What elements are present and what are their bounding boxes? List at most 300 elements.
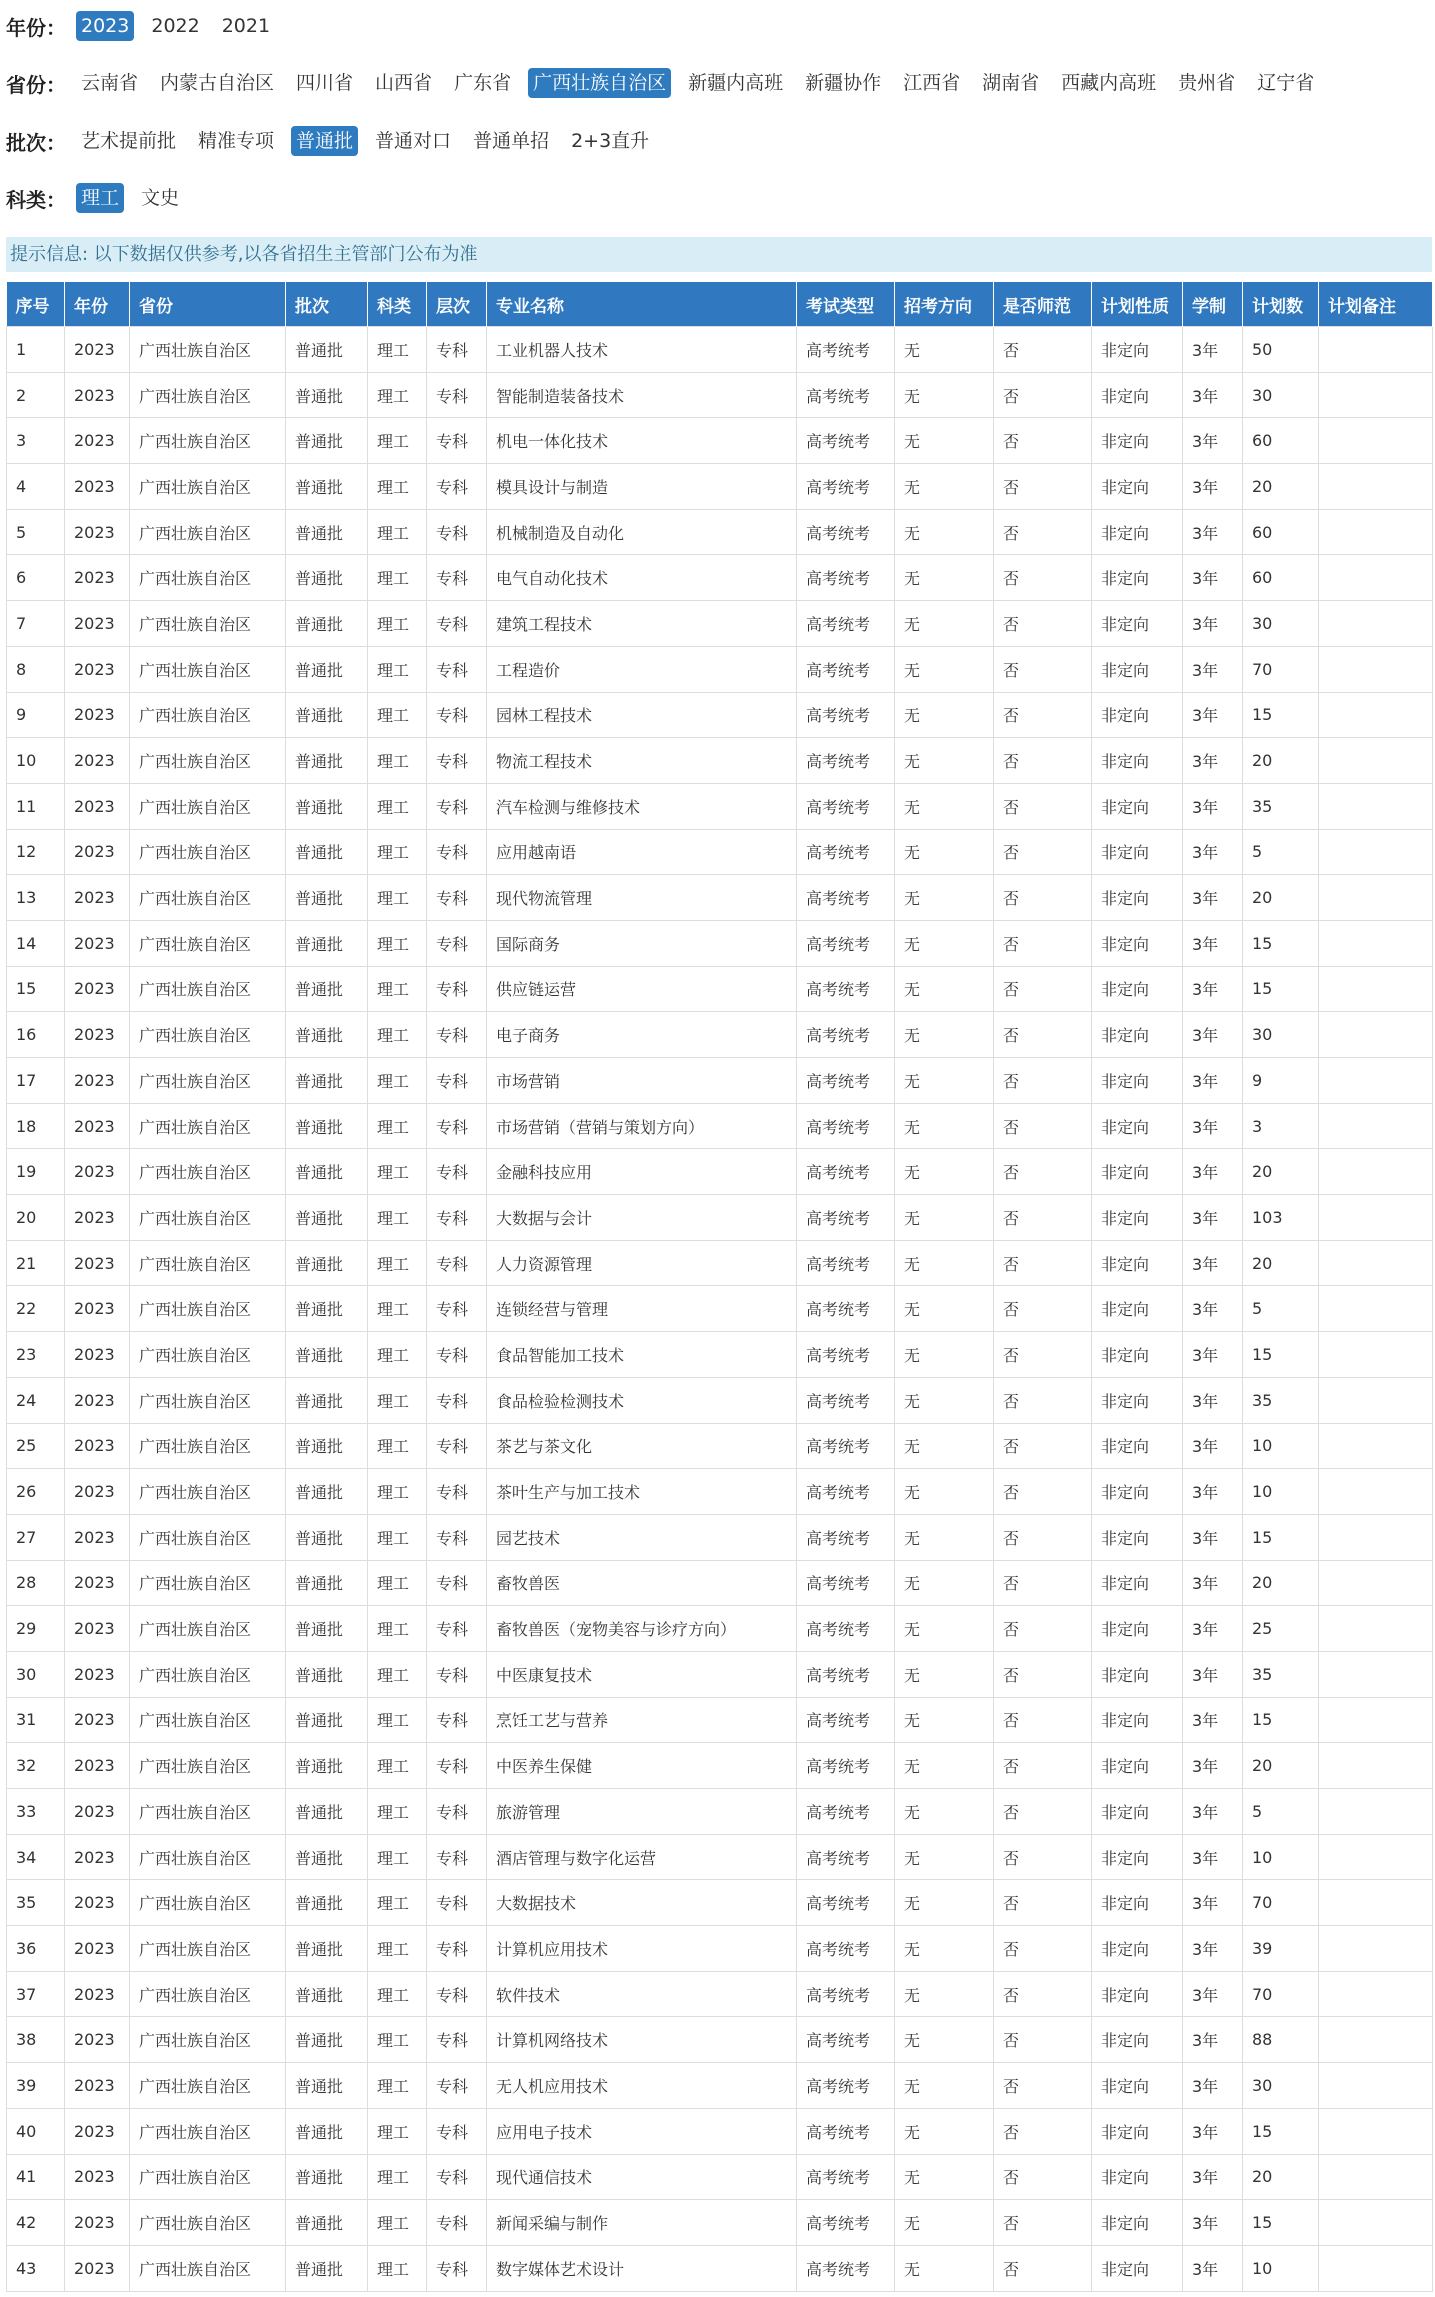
table-cell: 理工 <box>368 1697 427 1743</box>
filter-batch-option[interactable]: 普通单招 <box>473 130 550 152</box>
table-cell: 7 <box>7 601 65 647</box>
table-cell: 39 <box>1243 1926 1319 1972</box>
table-cell: 无 <box>895 738 994 784</box>
table-cell: 机电一体化技术 <box>487 418 797 464</box>
table-cell: 2023 <box>65 920 130 966</box>
table-row <box>7 2154 1433 2200</box>
filter-province-option[interactable]: 云南省 <box>81 72 139 94</box>
filter-province-option[interactable]: 湖南省 <box>982 72 1040 94</box>
table-cell: 2023 <box>65 1834 130 1880</box>
filter-batch-option[interactable]: 普通对口 <box>375 130 452 152</box>
table-cell: 2023 <box>65 2063 130 2109</box>
filter-batch-row <box>6 124 666 158</box>
table-row <box>7 1195 1433 1241</box>
table-cell: 无 <box>895 920 994 966</box>
table-cell: 高考统考 <box>797 2154 895 2200</box>
table-cell: 14 <box>7 920 65 966</box>
table-cell: 13 <box>7 875 65 921</box>
table-cell: 园林工程技术 <box>487 692 797 738</box>
filter-category-row <box>6 181 196 215</box>
filter-province-option[interactable]: 四川省 <box>296 72 354 94</box>
table-cell: 非定向 <box>1092 738 1183 784</box>
table-cell: 3年 <box>1183 783 1243 829</box>
table-cell: 高考统考 <box>797 2245 895 2291</box>
filter-year-option[interactable]: 2023 <box>76 11 134 41</box>
table-cell: 高考统考 <box>797 1240 895 1286</box>
table-cell: 否 <box>994 2017 1092 2063</box>
table-cell: 理工 <box>368 829 427 875</box>
table-cell: 普通批 <box>286 555 368 601</box>
table-cell: 理工 <box>368 1469 427 1515</box>
filter-province-option[interactable]: 西藏内高班 <box>1061 72 1157 94</box>
table-cell: 专科 <box>427 1606 487 1652</box>
table-cell: 专科 <box>427 327 487 373</box>
table-cell <box>1319 1058 1433 1104</box>
table-row <box>7 1743 1433 1789</box>
table-cell <box>1319 692 1433 738</box>
table-cell: 理工 <box>368 1971 427 2017</box>
table-cell: 非定向 <box>1092 875 1183 921</box>
table-cell: 工业机器人技术 <box>487 327 797 373</box>
table-cell: 5 <box>1243 829 1319 875</box>
table-cell: 广西壮族自治区 <box>130 829 286 875</box>
table-cell: 高考统考 <box>797 1651 895 1697</box>
table-cell: 70 <box>1243 1971 1319 2017</box>
table-cell: 无 <box>895 509 994 555</box>
table-cell: 非定向 <box>1092 646 1183 692</box>
column-header: 年份 <box>65 282 130 327</box>
table-cell: 无 <box>895 1103 994 1149</box>
table-cell: 汽车检测与维修技术 <box>487 783 797 829</box>
table-cell: 理工 <box>368 646 427 692</box>
table-cell: 理工 <box>368 738 427 784</box>
table-cell: 理工 <box>368 1332 427 1378</box>
table-cell: 2023 <box>65 966 130 1012</box>
table-cell: 理工 <box>368 2245 427 2291</box>
table-cell: 广西壮族自治区 <box>130 2017 286 2063</box>
table-cell: 理工 <box>368 1743 427 1789</box>
table-cell: 理工 <box>368 783 427 829</box>
table-cell: 否 <box>994 1651 1092 1697</box>
table-cell: 2023 <box>65 1103 130 1149</box>
table-cell <box>1319 1834 1433 1880</box>
table-cell: 专科 <box>427 372 487 418</box>
table-cell: 20 <box>1243 1560 1319 1606</box>
table-cell: 非定向 <box>1092 1514 1183 1560</box>
table-cell: 2023 <box>65 783 130 829</box>
table-cell: 2023 <box>65 1423 130 1469</box>
table-cell: 理工 <box>368 1926 427 1972</box>
table-cell: 理工 <box>368 1560 427 1606</box>
filter-category-option[interactable]: 理工 <box>76 183 124 213</box>
table-cell: 否 <box>994 1058 1092 1104</box>
table-cell: 3年 <box>1183 1149 1243 1195</box>
table-cell: 无 <box>895 1880 994 1926</box>
table-cell: 否 <box>994 2154 1092 2200</box>
table-row <box>7 692 1433 738</box>
table-cell: 否 <box>994 418 1092 464</box>
table-cell: 广西壮族自治区 <box>130 1834 286 1880</box>
table-row <box>7 738 1433 784</box>
table-cell: 否 <box>994 601 1092 647</box>
filter-year-label: 年份： <box>6 15 66 40</box>
table-cell: 畜牧兽医 <box>487 1560 797 1606</box>
table-cell: 广西壮族自治区 <box>130 692 286 738</box>
table-cell: 广西壮族自治区 <box>130 1058 286 1104</box>
table-cell: 2023 <box>65 1560 130 1606</box>
table-cell: 非定向 <box>1092 509 1183 555</box>
table-cell: 15 <box>1243 692 1319 738</box>
table-cell: 非定向 <box>1092 1423 1183 1469</box>
table-cell: 否 <box>994 1880 1092 1926</box>
table-cell: 无 <box>895 2245 994 2291</box>
table-cell: 2023 <box>65 646 130 692</box>
table-row <box>7 1103 1433 1149</box>
table-cell: 理工 <box>368 1789 427 1835</box>
table-cell: 高考统考 <box>797 1971 895 2017</box>
table-cell: 17 <box>7 1058 65 1104</box>
table-cell <box>1319 1880 1433 1926</box>
table-cell: 23 <box>7 1332 65 1378</box>
table-cell: 理工 <box>368 1103 427 1149</box>
table-cell: 2023 <box>65 1971 130 2017</box>
table-cell: 无 <box>895 2017 994 2063</box>
filter-batch-option[interactable]: 精准专项 <box>198 130 275 152</box>
table-cell: 食品检验检测技术 <box>487 1377 797 1423</box>
table-cell: 高考统考 <box>797 2108 895 2154</box>
table-cell: 普通批 <box>286 327 368 373</box>
filter-batch-option[interactable]: 普通批 <box>291 126 358 156</box>
table-cell: 无 <box>895 555 994 601</box>
filter-province-option[interactable]: 新疆内高班 <box>688 72 784 94</box>
table-row <box>7 875 1433 921</box>
table-cell: 高考统考 <box>797 1286 895 1332</box>
enrollment-plan-table <box>6 282 1433 2292</box>
table-cell: 无 <box>895 2200 994 2246</box>
table-cell: 计算机网络技术 <box>487 2017 797 2063</box>
table-cell: 41 <box>7 2154 65 2200</box>
filter-category-option[interactable]: 文史 <box>141 187 180 209</box>
table-row <box>7 1240 1433 1286</box>
table-cell: 3年 <box>1183 1286 1243 1332</box>
filter-province-option[interactable]: 辽宁省 <box>1257 72 1315 94</box>
table-cell: 智能制造装备技术 <box>487 372 797 418</box>
table-cell: 3年 <box>1183 738 1243 784</box>
table-cell: 2023 <box>65 2245 130 2291</box>
table-cell: 高考统考 <box>797 1103 895 1149</box>
table-cell: 理工 <box>368 875 427 921</box>
table-cell: 高考统考 <box>797 464 895 510</box>
table-cell: 2023 <box>65 829 130 875</box>
table-cell: 20 <box>1243 1743 1319 1789</box>
table-cell: 2023 <box>65 1743 130 1789</box>
table-cell: 3年 <box>1183 1560 1243 1606</box>
table-cell: 广西壮族自治区 <box>130 875 286 921</box>
table-row <box>7 509 1433 555</box>
table-cell: 电气自动化技术 <box>487 555 797 601</box>
table-cell: 2023 <box>65 1058 130 1104</box>
table-cell <box>1319 1377 1433 1423</box>
table-cell: 普通批 <box>286 509 368 555</box>
table-cell: 20 <box>1243 1149 1319 1195</box>
table-cell: 广西壮族自治区 <box>130 1926 286 1972</box>
table-cell: 大数据技术 <box>487 1880 797 1926</box>
table-cell: 广西壮族自治区 <box>130 920 286 966</box>
table-cell: 3年 <box>1183 829 1243 875</box>
filter-province-option[interactable]: 广东省 <box>454 72 512 94</box>
table-body <box>7 327 1433 2292</box>
table-cell: 24 <box>7 1377 65 1423</box>
table-cell: 广西壮族自治区 <box>130 2108 286 2154</box>
table-cell: 2023 <box>65 1514 130 1560</box>
table-cell: 43 <box>7 2245 65 2291</box>
table-cell: 30 <box>7 1651 65 1697</box>
filter-year-row <box>6 9 287 43</box>
table-cell: 模具设计与制造 <box>487 464 797 510</box>
table-cell: 广西壮族自治区 <box>130 1514 286 1560</box>
table-cell: 35 <box>1243 1651 1319 1697</box>
filter-province-option[interactable]: 江西省 <box>903 72 961 94</box>
table-cell: 60 <box>1243 418 1319 464</box>
table-cell: 2023 <box>65 1377 130 1423</box>
table-cell: 理工 <box>368 509 427 555</box>
table-cell: 理工 <box>368 1606 427 1652</box>
table-cell: 3年 <box>1183 692 1243 738</box>
filter-batch-option[interactable]: 艺术提前批 <box>81 130 177 152</box>
table-cell: 否 <box>994 1012 1092 1058</box>
table-cell: 25 <box>7 1423 65 1469</box>
table-cell: 无 <box>895 418 994 464</box>
table-cell <box>1319 1560 1433 1606</box>
table-cell: 2023 <box>65 372 130 418</box>
column-header: 科类 <box>368 282 427 327</box>
table-cell: 3年 <box>1183 555 1243 601</box>
table-cell: 32 <box>7 1743 65 1789</box>
table-cell: 广西壮族自治区 <box>130 1240 286 1286</box>
table-cell: 专科 <box>427 1195 487 1241</box>
table-cell: 非定向 <box>1092 2200 1183 2246</box>
table-cell: 2023 <box>65 418 130 464</box>
table-cell: 否 <box>994 1423 1092 1469</box>
table-cell: 3年 <box>1183 1606 1243 1652</box>
table-cell: 20 <box>1243 1240 1319 1286</box>
table-cell: 专科 <box>427 1697 487 1743</box>
table-cell: 42 <box>7 2200 65 2246</box>
filter-province-option[interactable]: 新疆协作 <box>805 72 882 94</box>
filter-province-option[interactable]: 内蒙古自治区 <box>160 72 275 94</box>
table-cell: 3年 <box>1183 1971 1243 2017</box>
table-cell: 旅游管理 <box>487 1789 797 1835</box>
table-cell: 广西壮族自治区 <box>130 1423 286 1469</box>
table-cell: 2023 <box>65 1880 130 1926</box>
table-cell: 高考统考 <box>797 1149 895 1195</box>
column-header: 考试类型 <box>797 282 895 327</box>
table-cell: 否 <box>994 1286 1092 1332</box>
table-cell: 无 <box>895 1743 994 1789</box>
table-cell: 工程造价 <box>487 646 797 692</box>
table-cell: 专科 <box>427 646 487 692</box>
table-cell: 专科 <box>427 2108 487 2154</box>
table-cell: 2023 <box>65 1926 130 1972</box>
table-cell: 35 <box>1243 783 1319 829</box>
filter-year-option[interactable]: 2022 <box>151 15 200 37</box>
table-cell: 中医养生保健 <box>487 1743 797 1789</box>
table-cell: 3年 <box>1183 1332 1243 1378</box>
table-cell: 广西壮族自治区 <box>130 1195 286 1241</box>
table-cell: 否 <box>994 1103 1092 1149</box>
table-cell: 专科 <box>427 1377 487 1423</box>
table-cell: 15 <box>1243 966 1319 1012</box>
table-cell <box>1319 2108 1433 2154</box>
table-cell: 专科 <box>427 601 487 647</box>
table-cell: 否 <box>994 555 1092 601</box>
table-cell: 高考统考 <box>797 2200 895 2246</box>
table-cell: 20 <box>1243 464 1319 510</box>
table-cell: 广西壮族自治区 <box>130 1103 286 1149</box>
table-cell: 广西壮族自治区 <box>130 509 286 555</box>
table-row <box>7 1880 1433 1926</box>
table-row <box>7 1423 1433 1469</box>
table-row <box>7 1377 1433 1423</box>
table-cell: 30 <box>1243 2063 1319 2109</box>
table-cell: 否 <box>994 372 1092 418</box>
table-cell: 非定向 <box>1092 418 1183 464</box>
table-cell: 3年 <box>1183 1514 1243 1560</box>
table-cell <box>1319 783 1433 829</box>
table-cell: 无 <box>895 692 994 738</box>
filter-category-label: 科类： <box>6 187 66 212</box>
table-cell: 软件技术 <box>487 1971 797 2017</box>
table-row <box>7 920 1433 966</box>
table-cell: 否 <box>994 1469 1092 1515</box>
filter-province-option[interactable]: 山西省 <box>375 72 433 94</box>
table-cell <box>1319 2245 1433 2291</box>
table-cell: 否 <box>994 1240 1092 1286</box>
table-cell: 理工 <box>368 2108 427 2154</box>
table-cell: 理工 <box>368 2063 427 2109</box>
table-cell: 普通批 <box>286 1697 368 1743</box>
filter-batch-option[interactable]: 2+3直升 <box>571 130 650 152</box>
table-cell <box>1319 1286 1433 1332</box>
table-cell: 无 <box>895 1469 994 1515</box>
table-cell: 无 <box>895 1058 994 1104</box>
table-cell: 否 <box>994 327 1092 373</box>
table-cell: 普通批 <box>286 2063 368 2109</box>
table-cell: 3年 <box>1183 1743 1243 1789</box>
table-cell: 茶叶生产与加工技术 <box>487 1469 797 1515</box>
table-cell: 专科 <box>427 2154 487 2200</box>
table-cell <box>1319 327 1433 373</box>
table-cell: 高考统考 <box>797 2063 895 2109</box>
table-cell: 广西壮族自治区 <box>130 1560 286 1606</box>
table-cell: 高考统考 <box>797 966 895 1012</box>
table-cell: 无 <box>895 1423 994 1469</box>
table-cell: 非定向 <box>1092 966 1183 1012</box>
table-cell <box>1319 966 1433 1012</box>
table-cell: 3年 <box>1183 1880 1243 1926</box>
table-cell: 理工 <box>368 464 427 510</box>
table-cell: 无 <box>895 1240 994 1286</box>
table-cell: 2023 <box>65 327 130 373</box>
table-cell: 否 <box>994 1560 1092 1606</box>
table-row <box>7 2245 1433 2291</box>
table-cell: 非定向 <box>1092 1971 1183 2017</box>
table-cell: 8 <box>7 646 65 692</box>
table-cell: 15 <box>1243 1697 1319 1743</box>
table-cell: 非定向 <box>1092 829 1183 875</box>
table-cell: 36 <box>7 1926 65 1972</box>
table-cell: 2023 <box>65 1332 130 1378</box>
table-row <box>7 1606 1433 1652</box>
table-cell: 31 <box>7 1697 65 1743</box>
table-cell: 非定向 <box>1092 1103 1183 1149</box>
table-cell: 3年 <box>1183 1697 1243 1743</box>
table-cell: 广西壮族自治区 <box>130 1971 286 2017</box>
table-cell: 否 <box>994 875 1092 921</box>
table-cell: 普通批 <box>286 1058 368 1104</box>
table-cell: 理工 <box>368 555 427 601</box>
table-cell: 普通批 <box>286 1514 368 1560</box>
table-cell: 高考统考 <box>797 1743 895 1789</box>
table-cell: 专科 <box>427 1469 487 1515</box>
table-cell: 3年 <box>1183 1240 1243 1286</box>
filter-province-option[interactable]: 贵州省 <box>1178 72 1236 94</box>
table-cell: 普通批 <box>286 2245 368 2291</box>
table-cell: 15 <box>7 966 65 1012</box>
table-cell: 6 <box>7 555 65 601</box>
table-cell: 茶艺与茶文化 <box>487 1423 797 1469</box>
table-cell: 10 <box>1243 1423 1319 1469</box>
table-cell: 否 <box>994 1697 1092 1743</box>
table-cell: 数字媒体艺术设计 <box>487 2245 797 2291</box>
filter-province-option[interactable]: 广西壮族自治区 <box>528 68 671 98</box>
table-cell: 普通批 <box>286 829 368 875</box>
filter-year-option[interactable]: 2021 <box>221 15 271 37</box>
table-cell: 88 <box>1243 2017 1319 2063</box>
table-cell: 无 <box>895 783 994 829</box>
table-cell: 16 <box>7 1012 65 1058</box>
table-cell: 高考统考 <box>797 1058 895 1104</box>
table-cell: 3年 <box>1183 1926 1243 1972</box>
table-cell: 非定向 <box>1092 2063 1183 2109</box>
table-cell: 20 <box>7 1195 65 1241</box>
table-cell: 机械制造及自动化 <box>487 509 797 555</box>
table-cell: 2023 <box>65 2108 130 2154</box>
table-cell: 专科 <box>427 1058 487 1104</box>
table-cell: 2023 <box>65 1469 130 1515</box>
table-cell: 非定向 <box>1092 1743 1183 1789</box>
table-cell: 普通批 <box>286 1423 368 1469</box>
column-header: 计划数 <box>1243 282 1319 327</box>
table-cell: 理工 <box>368 1286 427 1332</box>
table-cell: 中医康复技术 <box>487 1651 797 1697</box>
table-cell: 15 <box>1243 2108 1319 2154</box>
filter-batch-label: 批次： <box>6 130 66 155</box>
table-cell: 广西壮族自治区 <box>130 1789 286 1835</box>
table-cell <box>1319 1423 1433 1469</box>
table-cell: 广西壮族自治区 <box>130 1377 286 1423</box>
table-cell: 非定向 <box>1092 464 1183 510</box>
table-cell: 专科 <box>427 1423 487 1469</box>
table-cell: 否 <box>994 1377 1092 1423</box>
table-cell: 非定向 <box>1092 372 1183 418</box>
table-cell: 普通批 <box>286 1195 368 1241</box>
table-cell: 酒店管理与数字化运营 <box>487 1834 797 1880</box>
table-cell: 38 <box>7 2017 65 2063</box>
table-cell: 3年 <box>1183 2154 1243 2200</box>
column-header: 是否师范 <box>994 282 1092 327</box>
table-row <box>7 1560 1433 1606</box>
